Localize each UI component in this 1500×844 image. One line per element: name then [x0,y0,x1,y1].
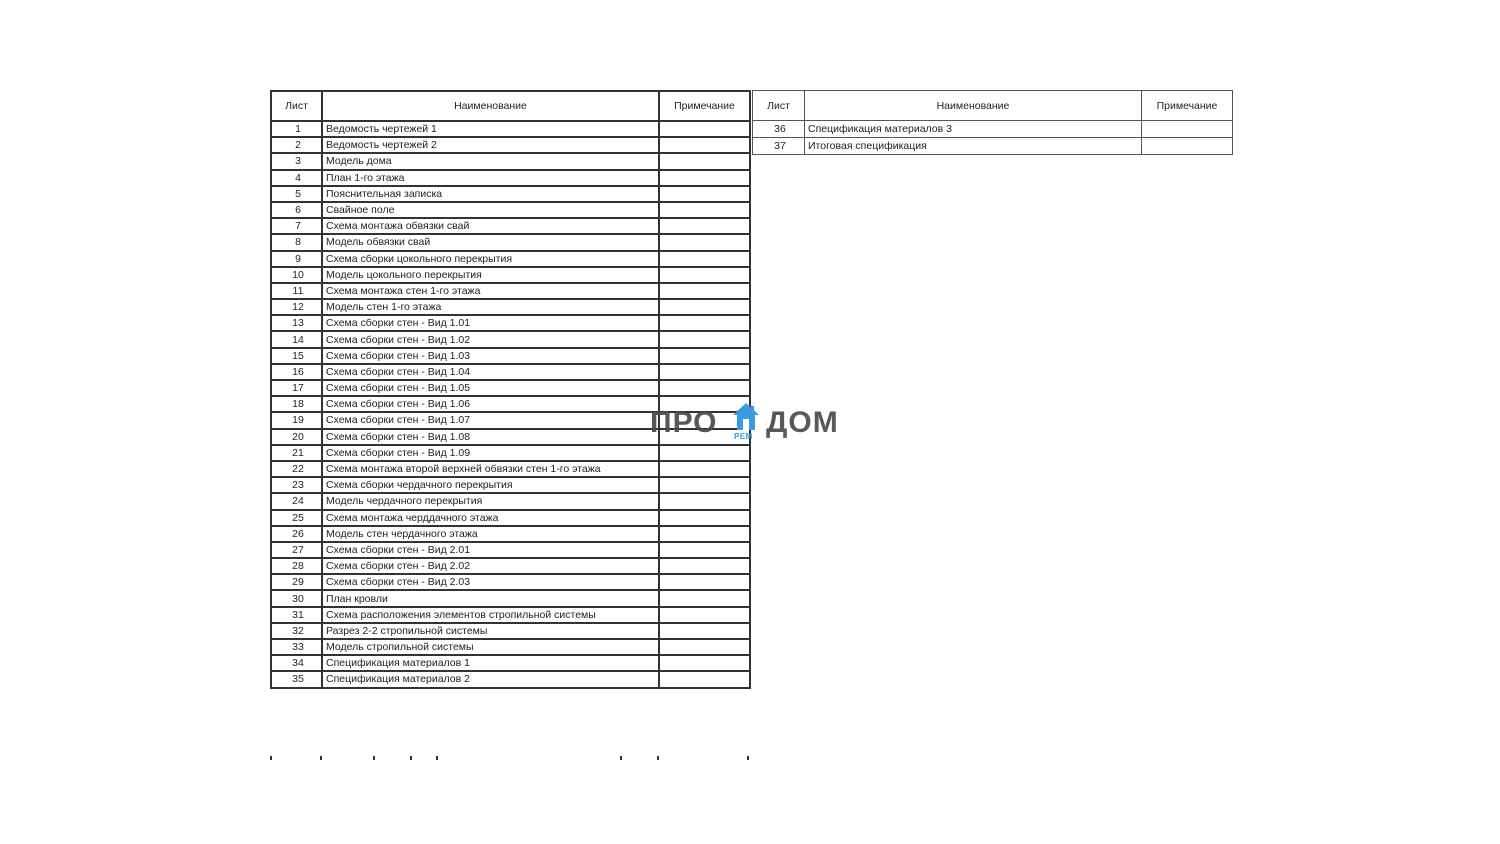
sheet-number-cell: 30 [271,590,322,606]
header-sheet: Лист [753,91,805,121]
drawing-name-cell: Схема монтажа стен 1-го этажа [322,283,659,299]
drawing-name-cell: Спецификация материалов 3 [805,121,1142,138]
table-row [271,461,750,477]
sheet-number-cell: 9 [271,251,322,267]
sheet-number-cell: 35 [271,671,322,687]
sheet-number-cell: 15 [271,348,322,364]
drawing-name-cell: Ведомость чертежей 1 [322,121,659,137]
sheet-number-cell: 2 [271,137,322,153]
drawing-name-cell: Схема сборки стен - Вид 1.07 [322,412,659,428]
watermark-text-right: ДОМ [766,406,839,439]
table-row [271,267,750,283]
drawing-name-cell: Итоговая спецификация [805,138,1142,155]
sheet-number-cell: 17 [271,380,322,396]
drawing-name-cell: Спецификация материалов 1 [322,655,659,671]
drawing-name-cell: Схема сборки стен - Вид 1.03 [322,348,659,364]
drawing-name-cell: Ведомость чертежей 2 [322,137,659,153]
drawing-name-cell: Схема сборки стен - Вид 1.01 [322,315,659,331]
sheet-number-cell: 12 [271,299,322,315]
sheet-number-cell: 32 [271,623,322,639]
sheet-number-cell: 8 [271,234,322,250]
sheet-number-cell: 24 [271,493,322,509]
note-cell [659,202,750,218]
drawings-table-right [752,90,1233,155]
table-row [271,477,750,493]
table-row [271,607,750,623]
table-row [271,623,750,639]
note-cell [659,267,750,283]
note-cell [659,607,750,623]
drawings-table-left [270,90,751,689]
sheet-number-cell: 4 [271,170,322,186]
sheet-number-cell: 20 [271,429,322,445]
truncated-row [270,756,749,760]
header-note: Примечание [1142,91,1233,121]
table-row [271,251,750,267]
drawing-name-cell: Модель стен 1-го этажа [322,299,659,315]
table-row [271,186,750,202]
sheet-number-cell: 11 [271,283,322,299]
drawing-name-cell: Модель стен чердачного этажа [322,526,659,542]
table-row [271,202,750,218]
note-cell [659,348,750,364]
note-cell [659,234,750,250]
table-row [271,510,750,526]
note-cell [659,315,750,331]
note-cell [1142,121,1233,138]
table-row [271,380,750,396]
table-row [271,445,750,461]
header-name: Наименование [322,91,659,121]
table-row [271,574,750,590]
note-cell [659,186,750,202]
table-row [271,170,750,186]
header-name: Наименование [805,91,1142,121]
note-cell [659,364,750,380]
drawing-name-cell: Схема сборки стен - Вид 1.09 [322,445,659,461]
note-cell [659,639,750,655]
note-cell [659,510,750,526]
watermark-logo [650,402,850,444]
drawing-name-cell: Модель стропильной системы [322,639,659,655]
table-row [271,493,750,509]
drawing-name-cell: Схема сборки стен - Вид 1.02 [322,331,659,347]
note-cell [659,218,750,234]
table-row [271,348,750,364]
drawing-name-cell: Разрез 2-2 стропильной системы [322,623,659,639]
note-cell [659,137,750,153]
sheet-number-cell: 23 [271,477,322,493]
table-row [271,639,750,655]
table-row [271,590,750,606]
sheet-number-cell: 7 [271,218,322,234]
drawing-name-cell: Модель обвязки свай [322,234,659,250]
table-row [753,138,1233,155]
drawing-name-cell: План кровли [322,590,659,606]
table-row [271,218,750,234]
sheet-number-cell: 34 [271,655,322,671]
drawing-name-cell: Модель чердачного перекрытия [322,493,659,509]
note-cell [659,542,750,558]
note-cell [659,121,750,137]
sheet-number-cell: 36 [753,121,805,138]
sheet-number-cell: 33 [271,639,322,655]
drawing-name-cell: Схема сборки стен - Вид 1.05 [322,380,659,396]
sheet-number-cell: 16 [271,364,322,380]
drawing-name-cell: Схема сборки стен - Вид 2.02 [322,558,659,574]
header-note: Примечание [659,91,750,121]
drawing-name-cell: Схема сборки стен - Вид 2.03 [322,574,659,590]
note-cell [1142,138,1233,155]
drawing-name-cell: Схема монтажа второй верхней обвязки стен 1-го этажа [322,461,659,477]
note-cell [659,558,750,574]
sheet-number-cell: 22 [271,461,322,477]
note-cell [659,590,750,606]
sheet-number-cell: 19 [271,412,322,428]
sheet-number-cell: 21 [271,445,322,461]
note-cell [659,461,750,477]
note-cell [659,299,750,315]
table-header-row [753,91,1233,121]
drawing-name-cell: Схема монтажа обвязки свай [322,218,659,234]
table-row [271,331,750,347]
sheet-number-cell: 14 [271,331,322,347]
house-icon [732,402,760,432]
sheet-number-cell: 37 [753,138,805,155]
table-row [271,364,750,380]
drawing-name-cell: Модель дома [322,153,659,169]
table-row [271,558,750,574]
table-row [753,121,1233,138]
watermark-text-left: ПРО [650,406,718,439]
sheet-number-cell: 6 [271,202,322,218]
table-row [271,153,750,169]
table-row [271,542,750,558]
note-cell [659,283,750,299]
drawing-name-cell: Схема сборки стен - Вид 1.06 [322,396,659,412]
sheet-number-cell: 29 [271,574,322,590]
table-row [271,315,750,331]
table-row [271,671,750,687]
drawing-name-cell: Схема сборки стен - Вид 2.01 [322,542,659,558]
drawing-name-cell: Схема сборки чердачного перекрытия [322,477,659,493]
watermark-small-text: РЕМ [734,432,753,441]
drawing-name-cell: Схема монтажа черддачного этажа [322,510,659,526]
drawing-name-cell: Пояснительная записка [322,186,659,202]
note-cell [659,445,750,461]
sheet-number-cell: 1 [271,121,322,137]
note-cell [659,153,750,169]
sheet-number-cell: 27 [271,542,322,558]
note-cell [659,493,750,509]
header-sheet: Лист [271,91,322,121]
table-row [271,137,750,153]
drawing-name-cell: Схема расположения элементов стропильной системы [322,607,659,623]
table-row [271,121,750,137]
table-row [271,234,750,250]
table-row [271,526,750,542]
note-cell [659,671,750,687]
drawing-name-cell: Схема сборки стен - Вид 1.08 [322,429,659,445]
note-cell [659,623,750,639]
drawing-name-cell: Свайное поле [322,202,659,218]
table-row [271,655,750,671]
drawing-name-cell: Спецификация материалов 2 [322,671,659,687]
sheet-number-cell: 3 [271,153,322,169]
sheet-number-cell: 18 [271,396,322,412]
sheet-number-cell: 28 [271,558,322,574]
sheet-number-cell: 31 [271,607,322,623]
note-cell [659,574,750,590]
drawing-name-cell: Модель цокольного перекрытия [322,267,659,283]
note-cell [659,655,750,671]
sheet-number-cell: 25 [271,510,322,526]
drawing-name-cell: Схема сборки цокольного перекрытия [322,251,659,267]
sheet-number-cell: 5 [271,186,322,202]
note-cell [659,380,750,396]
sheet-number-cell: 13 [271,315,322,331]
note-cell [659,477,750,493]
note-cell [659,251,750,267]
drawing-name-cell: План 1-го этажа [322,170,659,186]
table-row [271,299,750,315]
note-cell [659,331,750,347]
note-cell [659,170,750,186]
table-row [271,283,750,299]
note-cell [659,526,750,542]
sheet-number-cell: 10 [271,267,322,283]
table-header-row [271,91,750,121]
sheet-number-cell: 26 [271,526,322,542]
drawing-name-cell: Схема сборки стен - Вид 1.04 [322,364,659,380]
